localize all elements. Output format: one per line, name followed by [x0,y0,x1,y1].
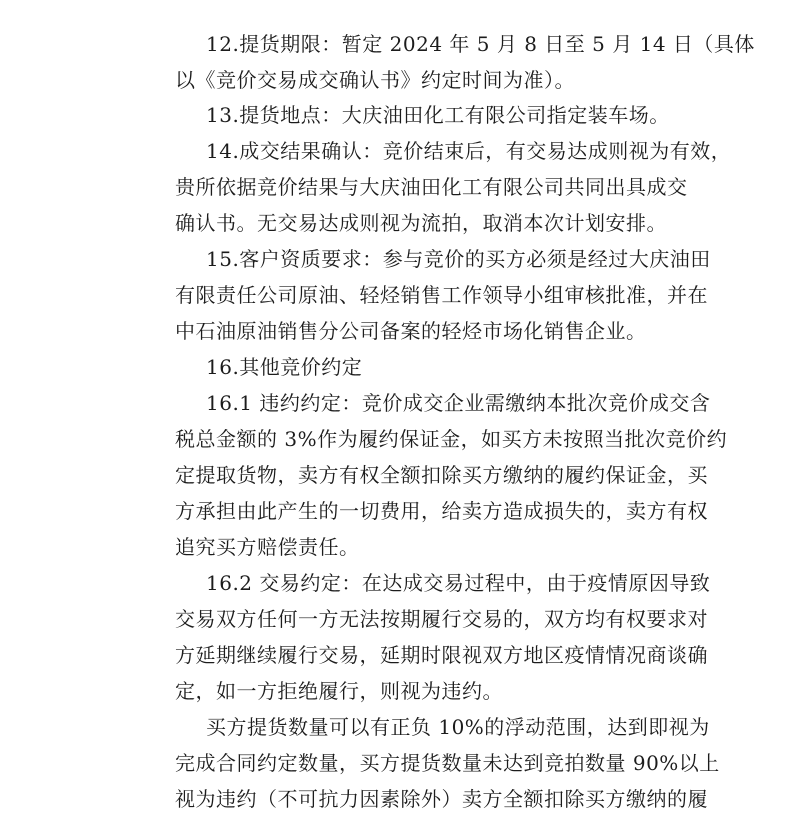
text-line: 14.成交结果确认：竞价结束后，有交易达成则视为有效， [206,139,732,163]
text-line: 追究买方赔偿责任。 [175,535,360,559]
text-line: 方延期继续履行交易，延期时限视双方地区疫情情况商谈确 [175,643,708,667]
text-line: 定，如一方拒绝履行，则视为违约。 [175,679,503,703]
text-line: 16.1 违约约定：竞价成交企业需缴纳本批次竞价成交含 [206,391,711,415]
text-line: 税总金额的 3%作为履约保证金，如买方未按照当批次竞价约 [175,427,728,451]
text-line: 中石油原油销售分公司备案的轻烃市场化销售企业。 [175,319,647,343]
text-line: 12.提货期限：暂定 2024 年 5 月 8 日至 5 月 14 日（具体 [206,32,755,56]
text-line: 交易双方任何一方无法按期履行交易的，双方均有权要求对 [175,607,708,631]
text-line: 完成合同约定数量，买方提货数量未达到竞拍数量 90%以上 [175,751,720,775]
text-line: 买方提货数量可以有正负 10%的浮动范围，达到即视为 [206,715,710,739]
text-line: 定提取货物，卖方有权全额扣除买方缴纳的履约保证金，买 [175,463,708,487]
text-line: 16.2 交易约定：在达成交易过程中，由于疫情原因导致 [206,571,711,595]
text-line: 贵所依据竞价结果与大庆油田化工有限公司共同出具成交 [175,175,688,199]
text-line: 确认书。无交易达成则视为流拍，取消本次计划安排。 [175,211,667,235]
text-line: 13.提货地点：大庆油田化工有限公司指定装车场。 [206,103,670,127]
text-line: 以《竞价交易成交确认书》约定时间为准）。 [175,68,575,92]
text-line: 视为违约（不可抗力因素除外）卖方全额扣除买方缴纳的履 [175,787,708,811]
text-line: 15.客户资质要求：参与竞价的买方必须是经过大庆油田 [206,247,711,271]
text-line: 16.其他竞价约定 [206,355,363,379]
text-line: 有限责任公司原油、轻烃销售工作领导小组审核批准，并在 [175,283,708,307]
text-line: 方承担由此产生的一切费用，给卖方造成损失的，卖方有权 [175,499,708,523]
